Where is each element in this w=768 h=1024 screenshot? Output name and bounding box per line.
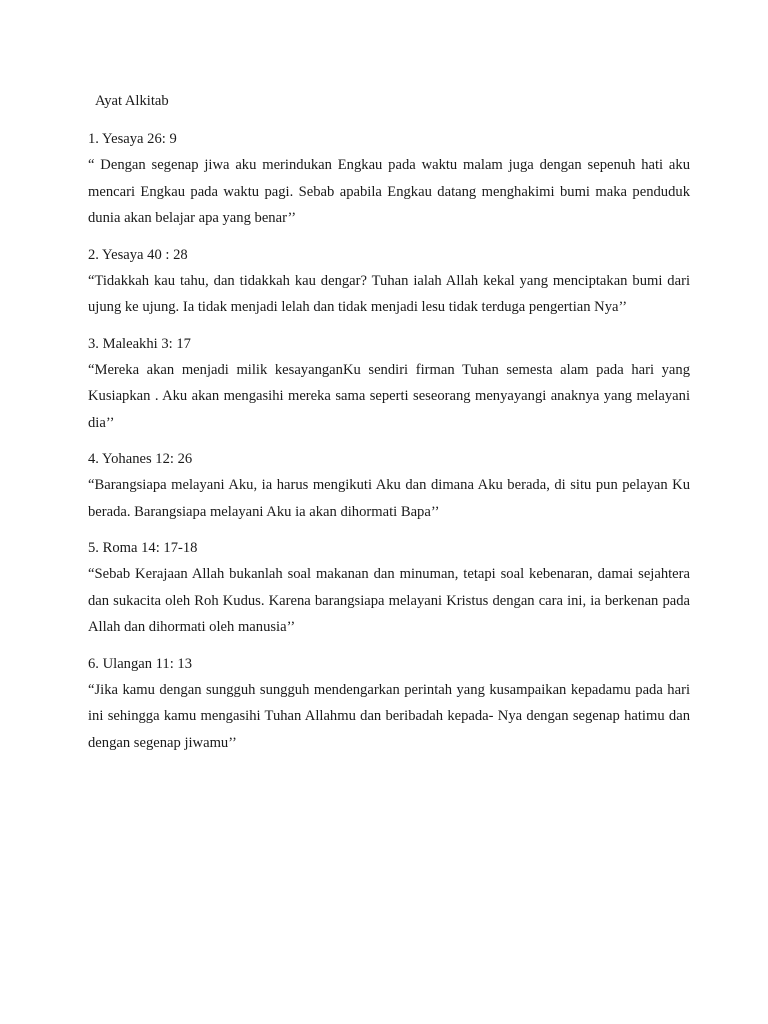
verse-reference: 4. Yohanes 12: 26: [88, 451, 193, 467]
verse-reference: 6. Ulangan 11: 13: [88, 655, 193, 672]
verse-reference: 5. Roma 14: 17-18: [88, 540, 198, 556]
verse-item-4: [88, 446, 690, 525]
document-page: [88, 88, 690, 766]
verse-item-5: [88, 535, 690, 641]
verse-text: “Tidakkah kau tahu, dan tidakkah kau dengar? Tuhan ialah Allah kekal yang menciptakan bumi dari ujung ke ujung. Ia tidak menjadi lelah dan tidak menjadi lesu tidak terduga pengertian Nya’’: [88, 272, 690, 315]
verse-text: “Mereka akan menjadi milik kesayanganKu sendiri firman Tuhan semesta alam pada hari yang Kusiapkan . Aku akan mengasihi mereka sama seperti seseorang menyayangi anaknya yang melayani dia’’: [88, 361, 690, 431]
verse-text: “Jika kamu dengan sungguh sungguh mendengarkan perintah yang kusampaikan kepadamu pada hari ini sehingga kamu mengasihi Tuhan Allahmu dan beribadah kepada- Nya dengan segenap hatimu dan dengan segenap jiwamu’’: [88, 681, 690, 751]
verse-item-6: [88, 651, 690, 757]
verse-text: “Barangsiapa melayani Aku, ia harus mengikuti Aku dan dimana Aku berada, di situ pun pelayan Ku berada. Barangsiapa melayani Aku ia akan dihormati Bapa’’: [88, 477, 690, 520]
verse-reference: 2. Yesaya 40 : 28: [88, 246, 188, 263]
page-title: Ayat Alkitab: [95, 93, 169, 109]
verse-item-3: [88, 331, 690, 437]
verse-reference: 3. Maleakhi 3: 17: [88, 335, 191, 352]
verse-item-2: [88, 242, 690, 321]
verse-text: “ Dengan segenap jiwa aku merindukan Engkau pada waktu malam juga dengan sepenuh hati aku mencari Engkau pada waktu pagi. Sebab apabila Engkau datang menghakimi bumi maka penduduk dunia akan belajar apa yang benar’’: [88, 157, 690, 226]
verse-text: “Sebab Kerajaan Allah bukanlah soal makanan dan minuman, tetapi soal kebenaran, damai sejahtera dan sukacita oleh Roh Kudus. Karena barangsiapa melayani Kristus dengan cara ini, ia berkenan pada Allah dan dihormati oleh manusia’’: [88, 566, 690, 635]
verse-reference: 1. Yesaya 26: 9: [88, 131, 177, 147]
verse-item-1: [88, 126, 690, 232]
